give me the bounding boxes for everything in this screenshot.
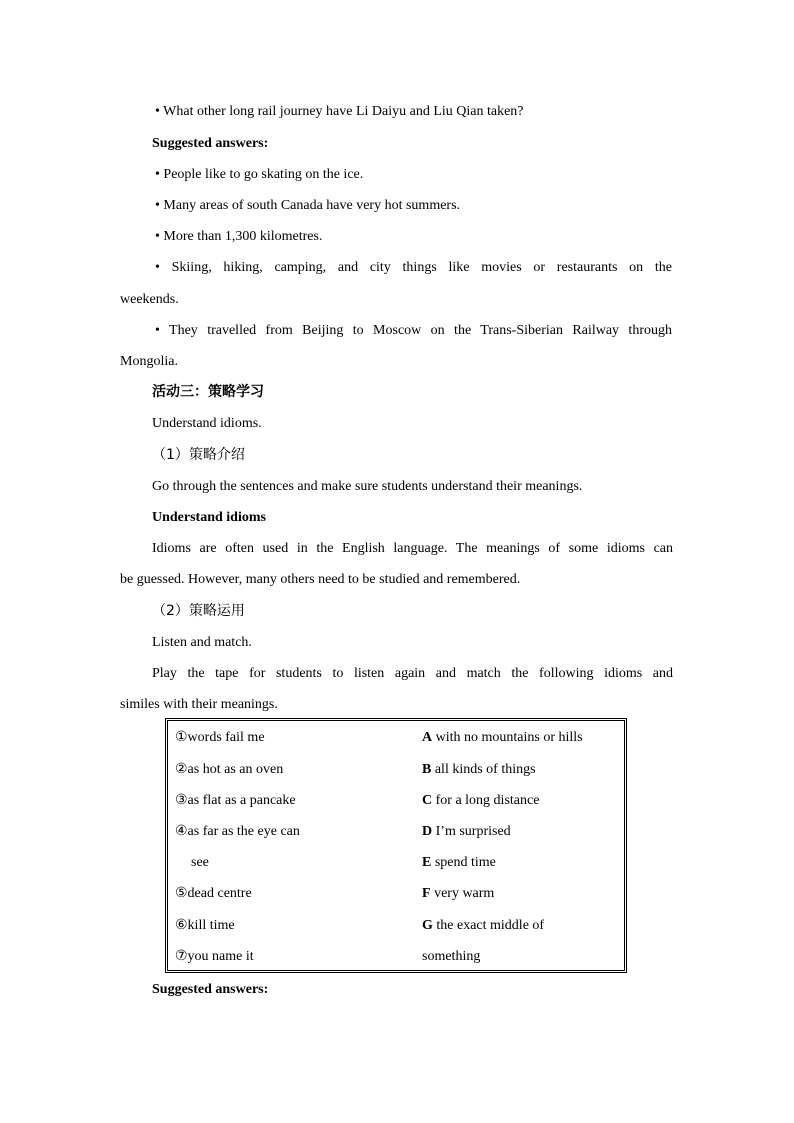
suggested-answers-heading: Suggested answers: [152, 136, 269, 151]
idiom-item: ④as far as the eye can [175, 824, 300, 839]
meaning-item [422, 823, 511, 841]
idiom-item: ⑤dead centre [175, 886, 252, 901]
meaning-text: all kinds of things [431, 762, 536, 777]
meaning-item [422, 917, 544, 935]
meaning-text: something [422, 949, 481, 964]
meaning-text: I’m surprised [432, 824, 511, 839]
step-task: Listen and match. [152, 635, 252, 650]
meaning-letter: F [422, 886, 431, 901]
idiom-item: ⑥kill time [175, 918, 235, 933]
meaning-item [422, 761, 536, 779]
answer-line: • More than 1,300 kilometres. [155, 229, 323, 244]
idiom-item: ①words fail me [175, 730, 265, 745]
meaning-text: for a long distance [432, 793, 540, 808]
answer-line: weekends. [120, 292, 179, 307]
meaning-item [422, 729, 583, 747]
meaning-item [422, 948, 480, 966]
answer-line: • Many areas of south Canada have very hot summers. [155, 198, 461, 213]
box-text: Idioms are often used in the English language. The meanings of some idioms can [152, 541, 673, 556]
meaning-letter: A [422, 730, 433, 745]
meaning-item [422, 854, 496, 872]
meaning-letter: D [422, 824, 433, 839]
meaning-item [422, 885, 494, 903]
activity-subtitle: Understand idioms. [152, 416, 262, 431]
meaning-letter: E [422, 855, 432, 870]
idiom-item: ③as flat as a pancake [175, 793, 296, 808]
meaning-text: the exact middle of [432, 918, 545, 933]
meaning-letter: C [422, 793, 433, 808]
step-text: similes with their meanings. [120, 697, 278, 712]
step-text: Go through the sentences and make sure students understand their meanings. [152, 479, 583, 494]
meaning-letter: B [422, 762, 432, 777]
idiom-match-table [167, 720, 625, 971]
answer-line: Mongolia. [120, 354, 178, 369]
step-label: （2）策略运用 [152, 603, 245, 619]
meaning-text: spend time [431, 855, 496, 870]
answer-line: • Skiing, hiking, camping, and city things like movies or restaurants on the [155, 260, 672, 275]
meaning-text: very warm [430, 886, 495, 901]
suggested-answers-heading: Suggested answers: [152, 982, 269, 997]
answer-line: • People like to go skating on the ice. [155, 167, 364, 182]
box-title: Understand idioms [152, 510, 266, 525]
idiom-item: see [191, 855, 209, 870]
meaning-letter: G [422, 918, 433, 933]
meaning-text: with no mountains or hills [432, 730, 583, 745]
activity-title: 活动三：策略学习 [152, 384, 264, 400]
idiom-item: ⑦you name it [175, 949, 254, 964]
step-label: （1）策略介绍 [152, 447, 245, 463]
answer-line: • They travelled from Beijing to Moscow on the Trans-Siberian Railway through [155, 323, 672, 338]
question-text: • What other long rail journey have Li Daiyu and Liu Qian taken? [155, 104, 524, 119]
box-text: be guessed. However, many others need to be studied and remembered. [120, 572, 521, 587]
step-text: Play the tape for students to listen again and match the following idioms and [152, 666, 673, 681]
idiom-item: ②as hot as an oven [175, 762, 284, 777]
meaning-item [422, 792, 539, 810]
